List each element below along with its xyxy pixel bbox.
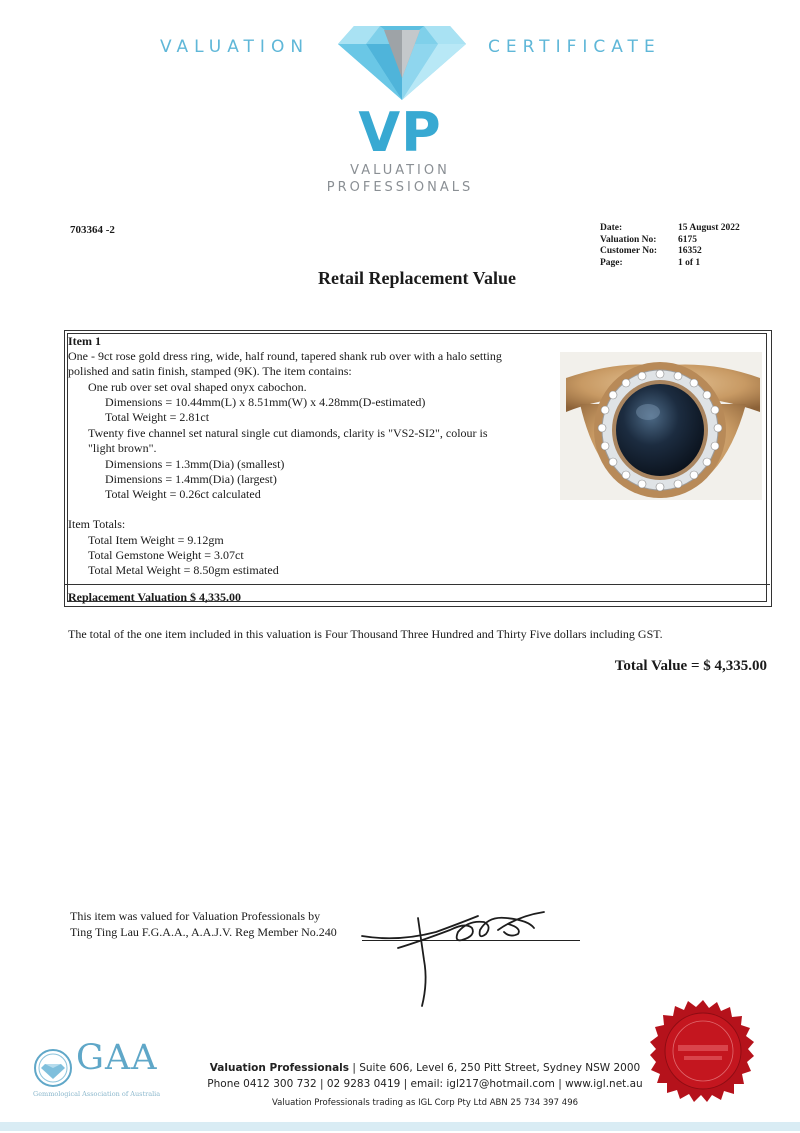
item-label: Item 1: [68, 334, 101, 348]
header-word-certificate: CERTIFICATE: [488, 37, 661, 57]
meta-block: [600, 223, 740, 269]
red-seal-icon: [650, 998, 756, 1104]
document-title: Retail Replacement Value: [318, 268, 516, 288]
footer-contact-line: Phone 0412 300 732 | 02 9283 0419 | email: igl217@hotmail.com | www.igl.net.au: [207, 1078, 643, 1090]
date-label: Date:: [600, 223, 623, 233]
ring-photo: [560, 352, 762, 500]
page-label: Page:: [600, 257, 623, 268]
valued-by-line2: Ting Ting Lau F.G.A.A., A.A.J.V. Reg Member No.240: [70, 925, 337, 939]
gaa-emblem-icon: [33, 1048, 73, 1088]
item-totals-label: Item Totals:: [68, 517, 126, 531]
customer-no-label: Customer No:: [600, 246, 658, 256]
contains-line: Dimensions = 1.3mm(Dia) (smallest): [105, 457, 285, 471]
page-value: 1 of 1: [678, 257, 701, 268]
footer-address: | Suite 606, Level 6, 250 Pitt Street, Sydney NSW 2000: [349, 1062, 641, 1074]
total-value: Total Value = $ 4,335.00: [614, 658, 767, 674]
reference-number: 703364 -2: [70, 224, 115, 236]
brand-line-professionals: PROFESSIONALS: [326, 180, 474, 195]
contains-line: "light brown".: [88, 441, 157, 455]
item-total-line: Total Metal Weight = 8.50gm estimated: [88, 563, 279, 577]
brand-line-valuation: VALUATION: [350, 163, 450, 178]
gaa-subtitle: Gemmological Association of Australia: [33, 1090, 161, 1098]
vp-brand-mark: VP: [358, 101, 442, 164]
diamond-logo-icon: [336, 22, 468, 102]
footer-address-line: [150, 1062, 700, 1074]
total-sentence: The total of the one item included in this valuation is Four Thousand Three Hundred and Thirty Five dollars including GST.: [68, 627, 663, 641]
contains-line: Total Weight = 2.81ct: [105, 410, 210, 424]
contains-line: Twenty five channel set natural single cut diamonds, clarity is "VS2-SI2", colour is: [88, 426, 488, 440]
item-total-line: Total Gemstone Weight = 3.07ct: [88, 548, 244, 562]
valued-by-line1: This item was valued for Valuation Professionals by: [70, 909, 321, 923]
bottom-color-bar: [0, 1122, 800, 1131]
date-value: 15 August 2022: [678, 223, 740, 233]
contains-line: Dimensions = 1.4mm(Dia) (largest): [105, 472, 277, 486]
item-total-line: Total Item Weight = 9.12gm: [88, 533, 224, 547]
signature: [358, 902, 588, 1012]
item-description-line1: One - 9ct rose gold dress ring, wide, half round, tapered shank rub over with a halo setting: [68, 349, 502, 363]
replacement-separator: [64, 584, 770, 585]
item-description-line2: polished and satin finish, stamped (9K). The item contains:: [68, 364, 352, 378]
contains-line: Dimensions = 10.44mm(L) x 8.51mm(W) x 4.28mm(D-estimated): [105, 395, 426, 409]
header-word-valuation: VALUATION: [160, 37, 310, 57]
gaa-logo-text: GAA: [76, 1038, 158, 1078]
valuation-no-label: Valuation No:: [600, 234, 657, 245]
customer-no-value: 16352: [678, 246, 702, 256]
valuation-no-value: 6175: [678, 234, 697, 245]
replacement-valuation: Replacement Valuation $ 4,335.00: [68, 590, 242, 604]
footer-trading-line: Valuation Professionals trading as IGL Corp Pty Ltd ABN 25 734 397 496: [271, 1098, 579, 1108]
footer-company-name: Valuation Professionals: [209, 1062, 350, 1074]
contains-line: Total Weight = 0.26ct calculated: [105, 487, 261, 501]
contains-line: One rub over set oval shaped onyx cabochon.: [88, 380, 307, 394]
